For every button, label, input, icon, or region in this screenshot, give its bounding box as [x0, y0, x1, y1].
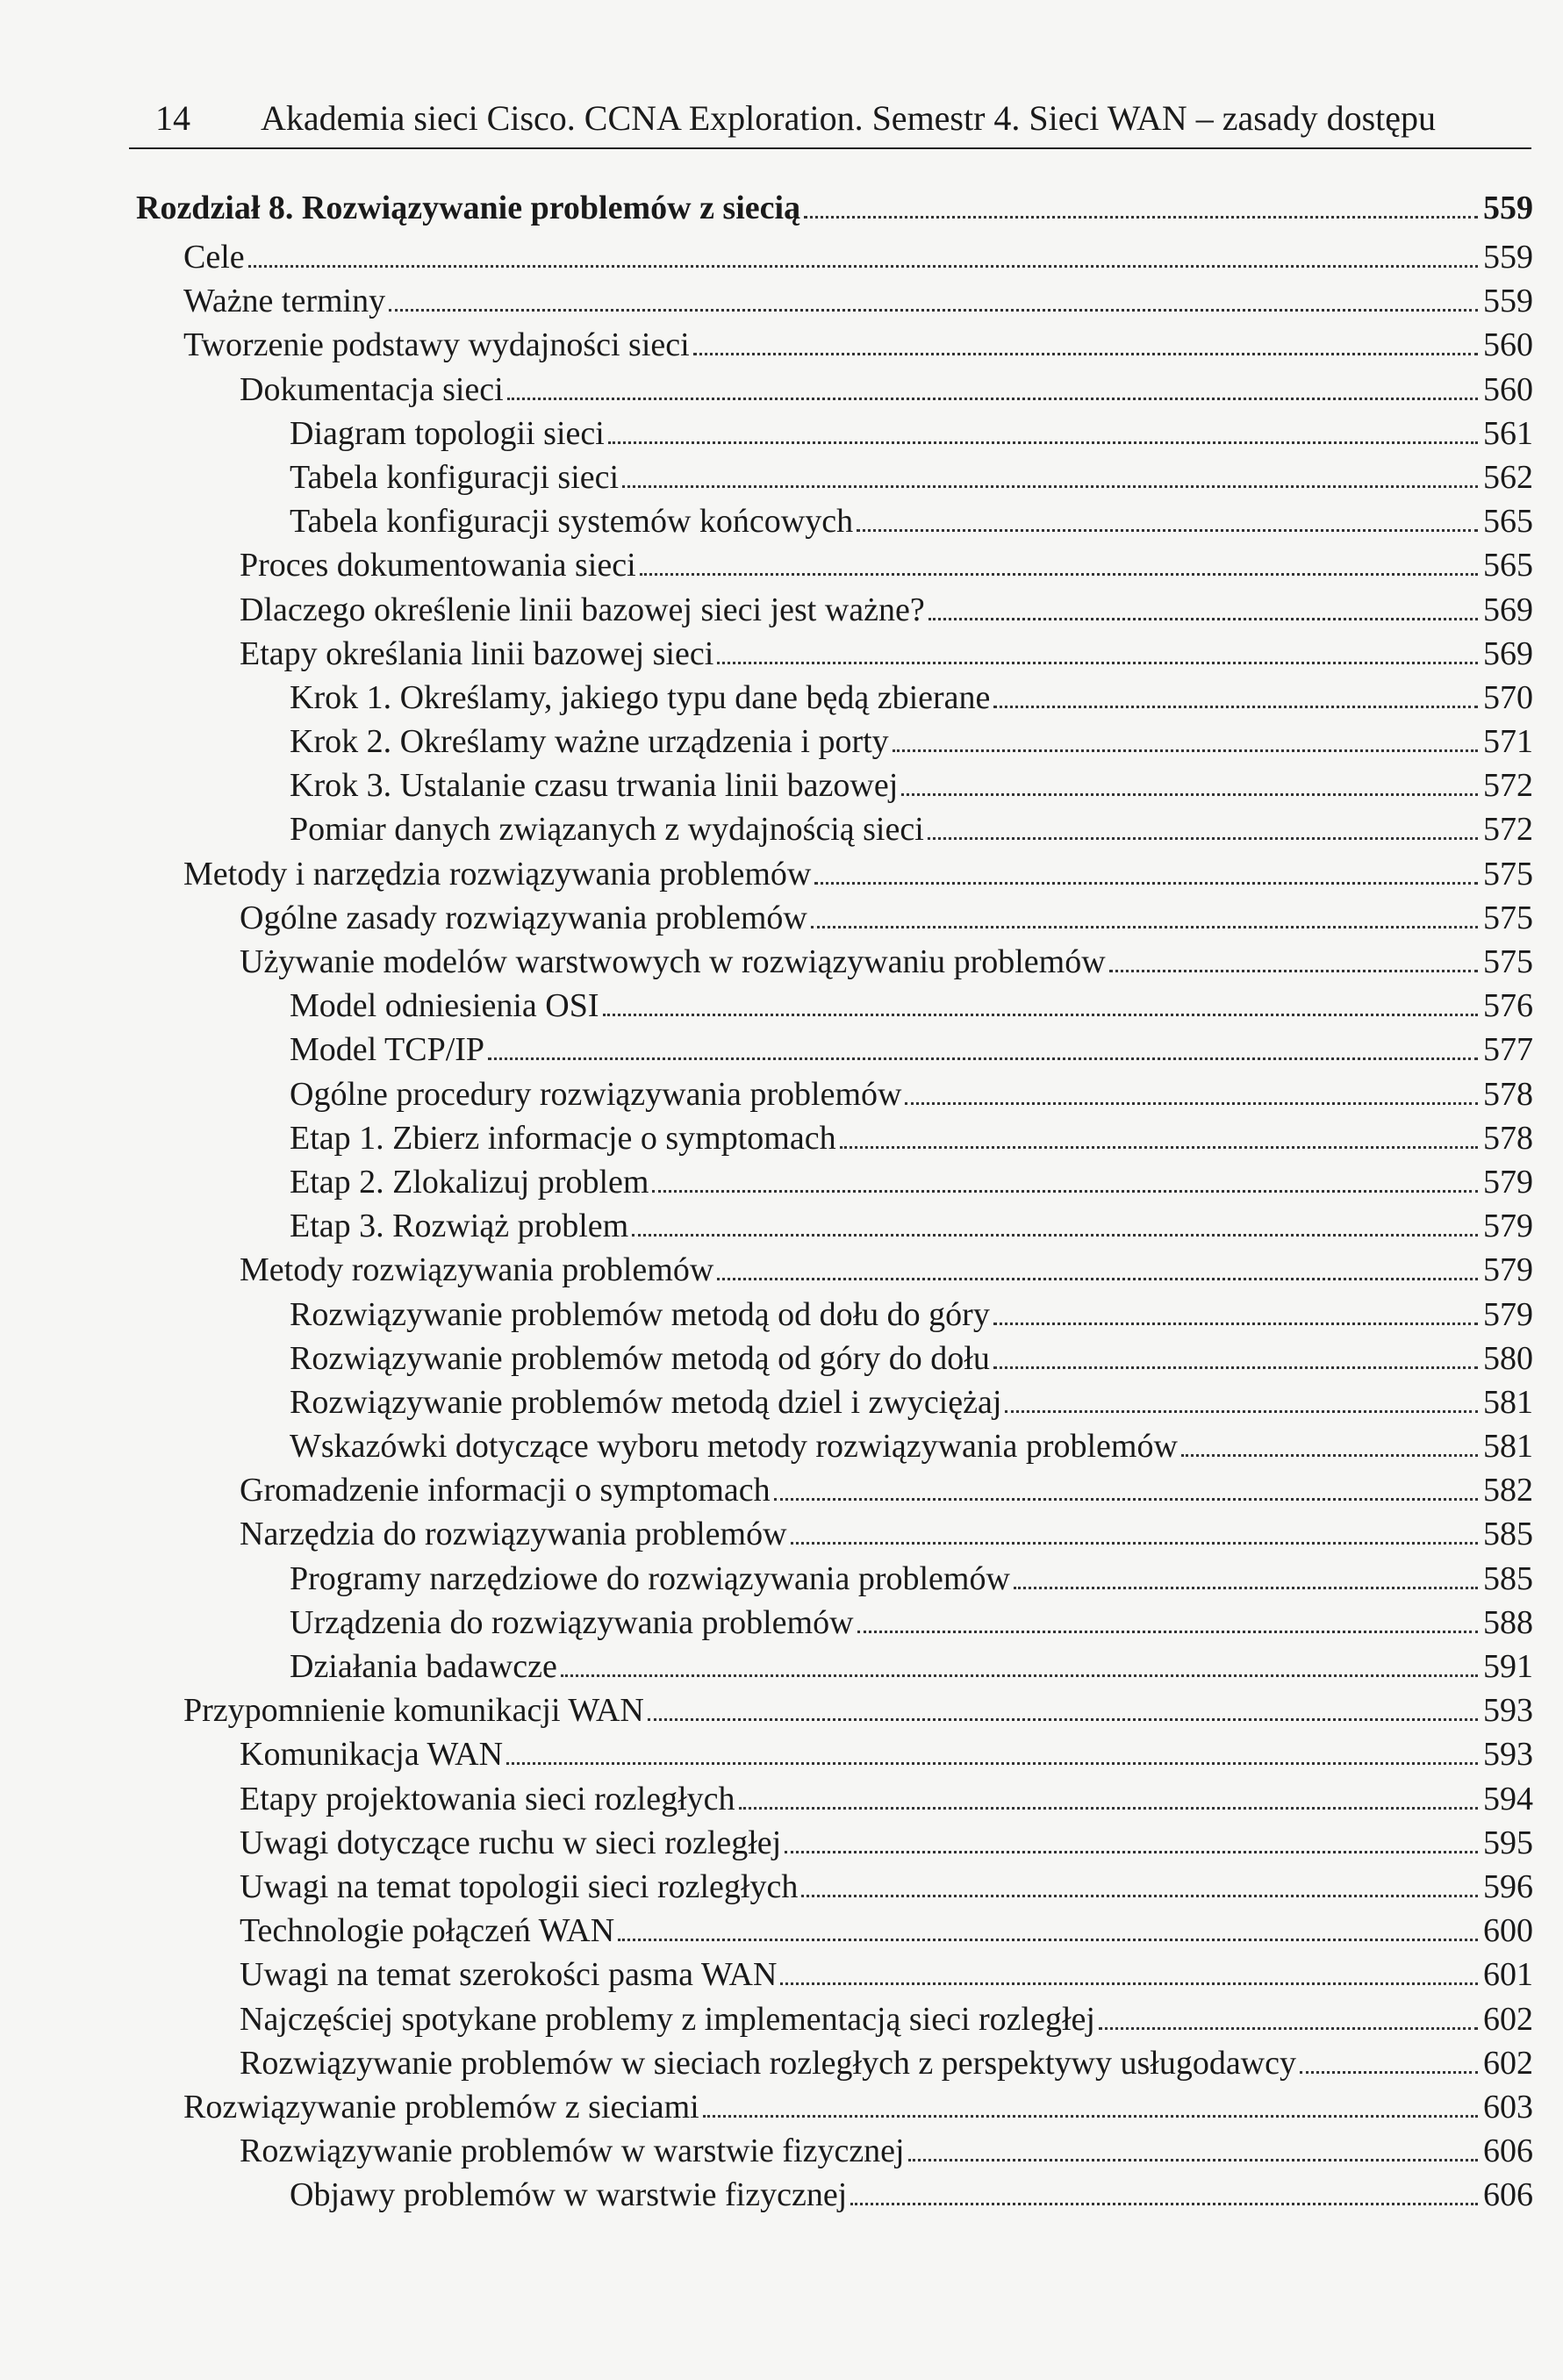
dot-leader [1109, 970, 1478, 972]
dot-leader [801, 1895, 1478, 1897]
toc-entry [136, 632, 1533, 676]
toc-entry [136, 984, 1533, 1028]
toc-entry-title: Dokumentacja sieci [240, 370, 504, 408]
toc-entry [136, 940, 1533, 984]
toc-entry-page: 582 [1483, 1472, 1533, 1509]
dot-leader [928, 618, 1478, 620]
toc-entry-title: Objawy problemów w warstwie fizycznej [290, 2176, 848, 2214]
toc-entry-title: Dlaczego określenie linii bazowej sieci jest ważne? [240, 591, 925, 628]
toc-entry-page: 585 [1483, 1516, 1533, 1553]
toc-entry [136, 1821, 1533, 1865]
toc-entry [136, 1160, 1533, 1204]
dot-leader [652, 1190, 1478, 1193]
toc-entry-title: Urządzenia do rozwiązywania problemów [290, 1603, 854, 1641]
dot-leader [632, 1234, 1478, 1237]
toc-entry [136, 896, 1533, 940]
dot-leader [506, 1762, 1478, 1765]
dot-leader [857, 529, 1478, 532]
toc-entry [136, 368, 1533, 412]
toc-entry-title: Ogólne zasady rozwiązywania problemów [240, 899, 807, 936]
dot-leader [905, 1102, 1478, 1105]
dot-leader [703, 2115, 1478, 2118]
dot-leader [791, 1542, 1478, 1545]
toc-entry-page: 603 [1483, 2088, 1533, 2126]
toc-entry [136, 1380, 1533, 1424]
toc-chapter-entry [136, 181, 1533, 235]
toc-entry-page: 575 [1483, 855, 1533, 892]
toc-entry-page: 570 [1483, 678, 1533, 716]
dot-leader [693, 353, 1478, 355]
toc-entry-title: Pomiar danych związanych z wydajnością sieci [290, 811, 924, 849]
toc-entry-page: 578 [1483, 1119, 1533, 1157]
toc-entry-page: 581 [1483, 1428, 1533, 1466]
toc-entry-title: Proces dokumentowania sieci [240, 547, 636, 584]
toc-entry [136, 2085, 1533, 2129]
dot-leader [785, 1851, 1478, 1853]
dot-leader [928, 837, 1478, 840]
dot-leader [622, 485, 1478, 488]
dot-leader [840, 1146, 1478, 1149]
toc-entry [136, 1732, 1533, 1776]
toc-entry-page: 560 [1483, 370, 1533, 408]
dot-leader [717, 1278, 1478, 1280]
dot-leader [780, 1982, 1478, 1985]
page-number: 14 [155, 98, 190, 138]
toc-entry-title: Wskazówki dotyczące wyboru metody rozwiązywania problemów [290, 1428, 1178, 1466]
dot-leader [561, 1674, 1478, 1677]
toc-entry [136, 1468, 1533, 1512]
toc-entry-page: 559 [1483, 239, 1533, 276]
toc-entry-title: Rozdział 8. Rozwiązywanie problemów z siecią [136, 190, 801, 226]
dot-leader [1300, 2071, 1478, 2074]
page-header [129, 95, 1531, 149]
toc-entry-page: 588 [1483, 1603, 1533, 1641]
toc-entry-title: Krok 3. Ustalanie czasu trwania linii bazowej [290, 767, 899, 805]
dot-leader [640, 573, 1478, 576]
toc-entry-page: 579 [1483, 1163, 1533, 1201]
toc-entry-title: Uwagi na temat topologii sieci rozległych [240, 1867, 799, 1905]
toc-entry-title: Etap 2. Zlokalizuj problem [290, 1163, 649, 1201]
toc-entry-page: 569 [1483, 634, 1533, 672]
toc-entry-page: 565 [1483, 547, 1533, 584]
toc-entry-page: 606 [1483, 2133, 1533, 2170]
toc-entry-title: Etap 3. Rozwiąż problem [290, 1208, 629, 1245]
toc-entry-title: Model TCP/IP [290, 1031, 485, 1069]
toc-entry-title: Ważne terminy [183, 283, 386, 320]
toc-entry-page: 593 [1483, 1692, 1533, 1730]
toc-entry [136, 1601, 1533, 1645]
toc-entry-page: 579 [1483, 1208, 1533, 1245]
toc-entry [136, 1777, 1533, 1821]
toc-entry-title: Przypomnienie komunikacji WAN [183, 1692, 644, 1730]
table-of-contents [136, 181, 1533, 2217]
toc-entry [136, 807, 1533, 851]
toc-entry-page: 559 [1483, 283, 1533, 320]
toc-entry-title: Krok 2. Określamy ważne urządzenia i porty [290, 723, 889, 761]
toc-entry-page: 591 [1483, 1648, 1533, 1685]
toc-entry [136, 852, 1533, 896]
toc-entry [136, 2041, 1533, 2085]
toc-entry-title: Najczęściej spotykane problemy z implementacją sieci rozległej [240, 2000, 1095, 2038]
toc-entry-title: Rozwiązywanie problemów z sieciami [183, 2088, 699, 2126]
toc-entry-title: Tabela konfiguracji systemów końcowych [290, 503, 854, 541]
dot-leader [993, 1323, 1478, 1325]
dot-leader [993, 1366, 1478, 1369]
toc-entry-title: Metody rozwiązywania problemów [240, 1251, 714, 1289]
toc-entry [136, 1865, 1533, 1909]
toc-entry-page: 560 [1483, 326, 1533, 364]
toc-entry [136, 323, 1533, 367]
dot-leader [739, 1807, 1478, 1810]
dot-leader [993, 706, 1478, 708]
toc-entry-title: Rozwiązywanie problemów metodą od góry do dołu [290, 1339, 990, 1377]
dot-leader [774, 1498, 1478, 1501]
toc-entry-page: 559 [1483, 190, 1533, 226]
toc-entry [136, 1072, 1533, 1116]
toc-entry [136, 1688, 1533, 1732]
toc-entry-page: 606 [1483, 2176, 1533, 2214]
dot-leader [814, 882, 1478, 885]
toc-entry-title: Rozwiązywanie problemów metodą od dołu do góry [290, 1295, 990, 1333]
toc-entry-title: Etapy projektowania sieci rozległych [240, 1780, 735, 1817]
dot-leader [811, 926, 1478, 928]
dot-leader [488, 1057, 1478, 1060]
toc-entry-title: Metody i narzędzia rozwiązywania problemów [183, 855, 812, 892]
toc-entry [136, 720, 1533, 763]
toc-entry-page: 571 [1483, 723, 1533, 761]
toc-entry-page: 569 [1483, 591, 1533, 628]
dot-leader [507, 398, 1478, 400]
toc-entry [136, 1997, 1533, 2041]
toc-entry-page: 601 [1483, 1956, 1533, 1994]
toc-entry-title: Komunikacja WAN [240, 1736, 504, 1774]
toc-entry-title: Narzędzia do rozwiązywania problemów [240, 1516, 787, 1553]
toc-entry [136, 412, 1533, 455]
running-title: Akademia sieci Cisco. CCNA Exploration. Semestr 4. Sieci WAN – zasady dostępu [261, 98, 1437, 138]
toc-entry [136, 279, 1533, 323]
toc-entry [136, 543, 1533, 587]
toc-entry-title: Etap 1. Zbierz informacje o symptomach [290, 1119, 836, 1157]
toc-entry [136, 1645, 1533, 1688]
toc-entry-title: Gromadzenie informacji o symptomach [240, 1472, 771, 1509]
toc-entry-title: Używanie modelów warstwowych w rozwiązywaniu problemów [240, 943, 1106, 980]
toc-entry [136, 2129, 1533, 2173]
toc-entry-title: Uwagi na temat szerokości pasma WAN [240, 1956, 778, 1994]
dot-leader [901, 793, 1478, 796]
toc-entry-title: Rozwiązywanie problemów w sieciach rozległych z perspektywy usługodawcy [240, 2044, 1296, 2082]
toc-entry [136, 235, 1533, 279]
toc-entry [136, 499, 1533, 543]
toc-entry-page: 576 [1483, 987, 1533, 1025]
dot-leader [603, 1014, 1478, 1016]
toc-entry-page: 575 [1483, 899, 1533, 936]
toc-entry-page: 585 [1483, 1559, 1533, 1597]
dot-leader [1014, 1587, 1478, 1589]
dot-leader [389, 309, 1478, 312]
toc-entry-title: Etapy określania linii bazowej sieci [240, 634, 714, 672]
toc-entry [136, 1557, 1533, 1601]
toc-entry-title: Uwagi dotyczące ruchu w sieci rozległej [240, 1824, 782, 1861]
dot-leader [1099, 2027, 1478, 2030]
dot-leader [857, 1631, 1478, 1633]
toc-entry-title: Programy narzędziowe do rozwiązywania problemów [290, 1559, 1010, 1597]
toc-entry [136, 1028, 1533, 1072]
toc-entry [136, 1204, 1533, 1248]
toc-entry-title: Cele [183, 239, 245, 276]
toc-entry [136, 1337, 1533, 1380]
toc-entry-page: 594 [1483, 1780, 1533, 1817]
toc-entry-title: Rozwiązywanie problemów metodą dziel i zwyciężaj [290, 1383, 1002, 1421]
toc-entry-page: 572 [1483, 767, 1533, 805]
toc-entry [136, 588, 1533, 632]
toc-entry-page: 596 [1483, 1867, 1533, 1905]
toc-entry-page: 581 [1483, 1383, 1533, 1421]
toc-entry-page: 565 [1483, 503, 1533, 541]
toc-entry-page: 577 [1483, 1031, 1533, 1069]
toc-entry-title: Diagram topologii sieci [290, 414, 605, 452]
toc-entry-page: 561 [1483, 414, 1533, 452]
toc-entry-page: 593 [1483, 1736, 1533, 1774]
toc-entry-page: 595 [1483, 1824, 1533, 1861]
dot-leader [717, 662, 1478, 664]
dot-leader [804, 216, 1478, 219]
dot-leader [850, 2203, 1478, 2205]
toc-entry-page: 579 [1483, 1251, 1533, 1289]
dot-leader [648, 1718, 1478, 1721]
toc-entry-title: Tworzenie podstawy wydajności sieci [183, 326, 690, 364]
dot-leader [893, 749, 1478, 752]
toc-entry-title: Model odniesienia OSI [290, 987, 599, 1025]
toc-entry-title: Działania badawcze [290, 1648, 557, 1685]
toc-entry [136, 1953, 1533, 1996]
dot-leader [1005, 1410, 1478, 1413]
toc-entry [136, 455, 1533, 499]
toc-entry [136, 763, 1533, 807]
toc-entry [136, 1512, 1533, 1556]
toc-entry [136, 1248, 1533, 1292]
toc-entry-page: 602 [1483, 2044, 1533, 2082]
toc-entry-title: Technologie połączeń WAN [240, 1912, 615, 1950]
toc-entry-page: 600 [1483, 1912, 1533, 1950]
toc-entry-page: 602 [1483, 2000, 1533, 2038]
dot-leader [248, 265, 1478, 268]
dot-leader [618, 1939, 1478, 1941]
toc-entry [136, 1424, 1533, 1468]
toc-entry [136, 2173, 1533, 2217]
toc-entry-title: Tabela konfiguracji sieci [290, 458, 620, 496]
toc-entry [136, 676, 1533, 720]
dot-leader [1181, 1454, 1478, 1457]
toc-entry [136, 1293, 1533, 1337]
toc-entry-page: 578 [1483, 1075, 1533, 1113]
toc-entry [136, 1909, 1533, 1953]
toc-entry-page: 580 [1483, 1339, 1533, 1377]
toc-entry [136, 1116, 1533, 1160]
toc-entry-title: Krok 1. Określamy, jakiego typu dane będą zbierane [290, 678, 991, 716]
toc-entry-page: 579 [1483, 1295, 1533, 1333]
dot-leader [608, 441, 1478, 444]
toc-entry-title: Rozwiązywanie problemów w warstwie fizycznej [240, 2133, 905, 2170]
toc-entry-page: 562 [1483, 458, 1533, 496]
toc-entry-title: Ogólne procedury rozwiązywania problemów [290, 1075, 902, 1113]
toc-entry-page: 572 [1483, 811, 1533, 849]
dot-leader [908, 2159, 1478, 2161]
toc-entry-page: 575 [1483, 943, 1533, 980]
